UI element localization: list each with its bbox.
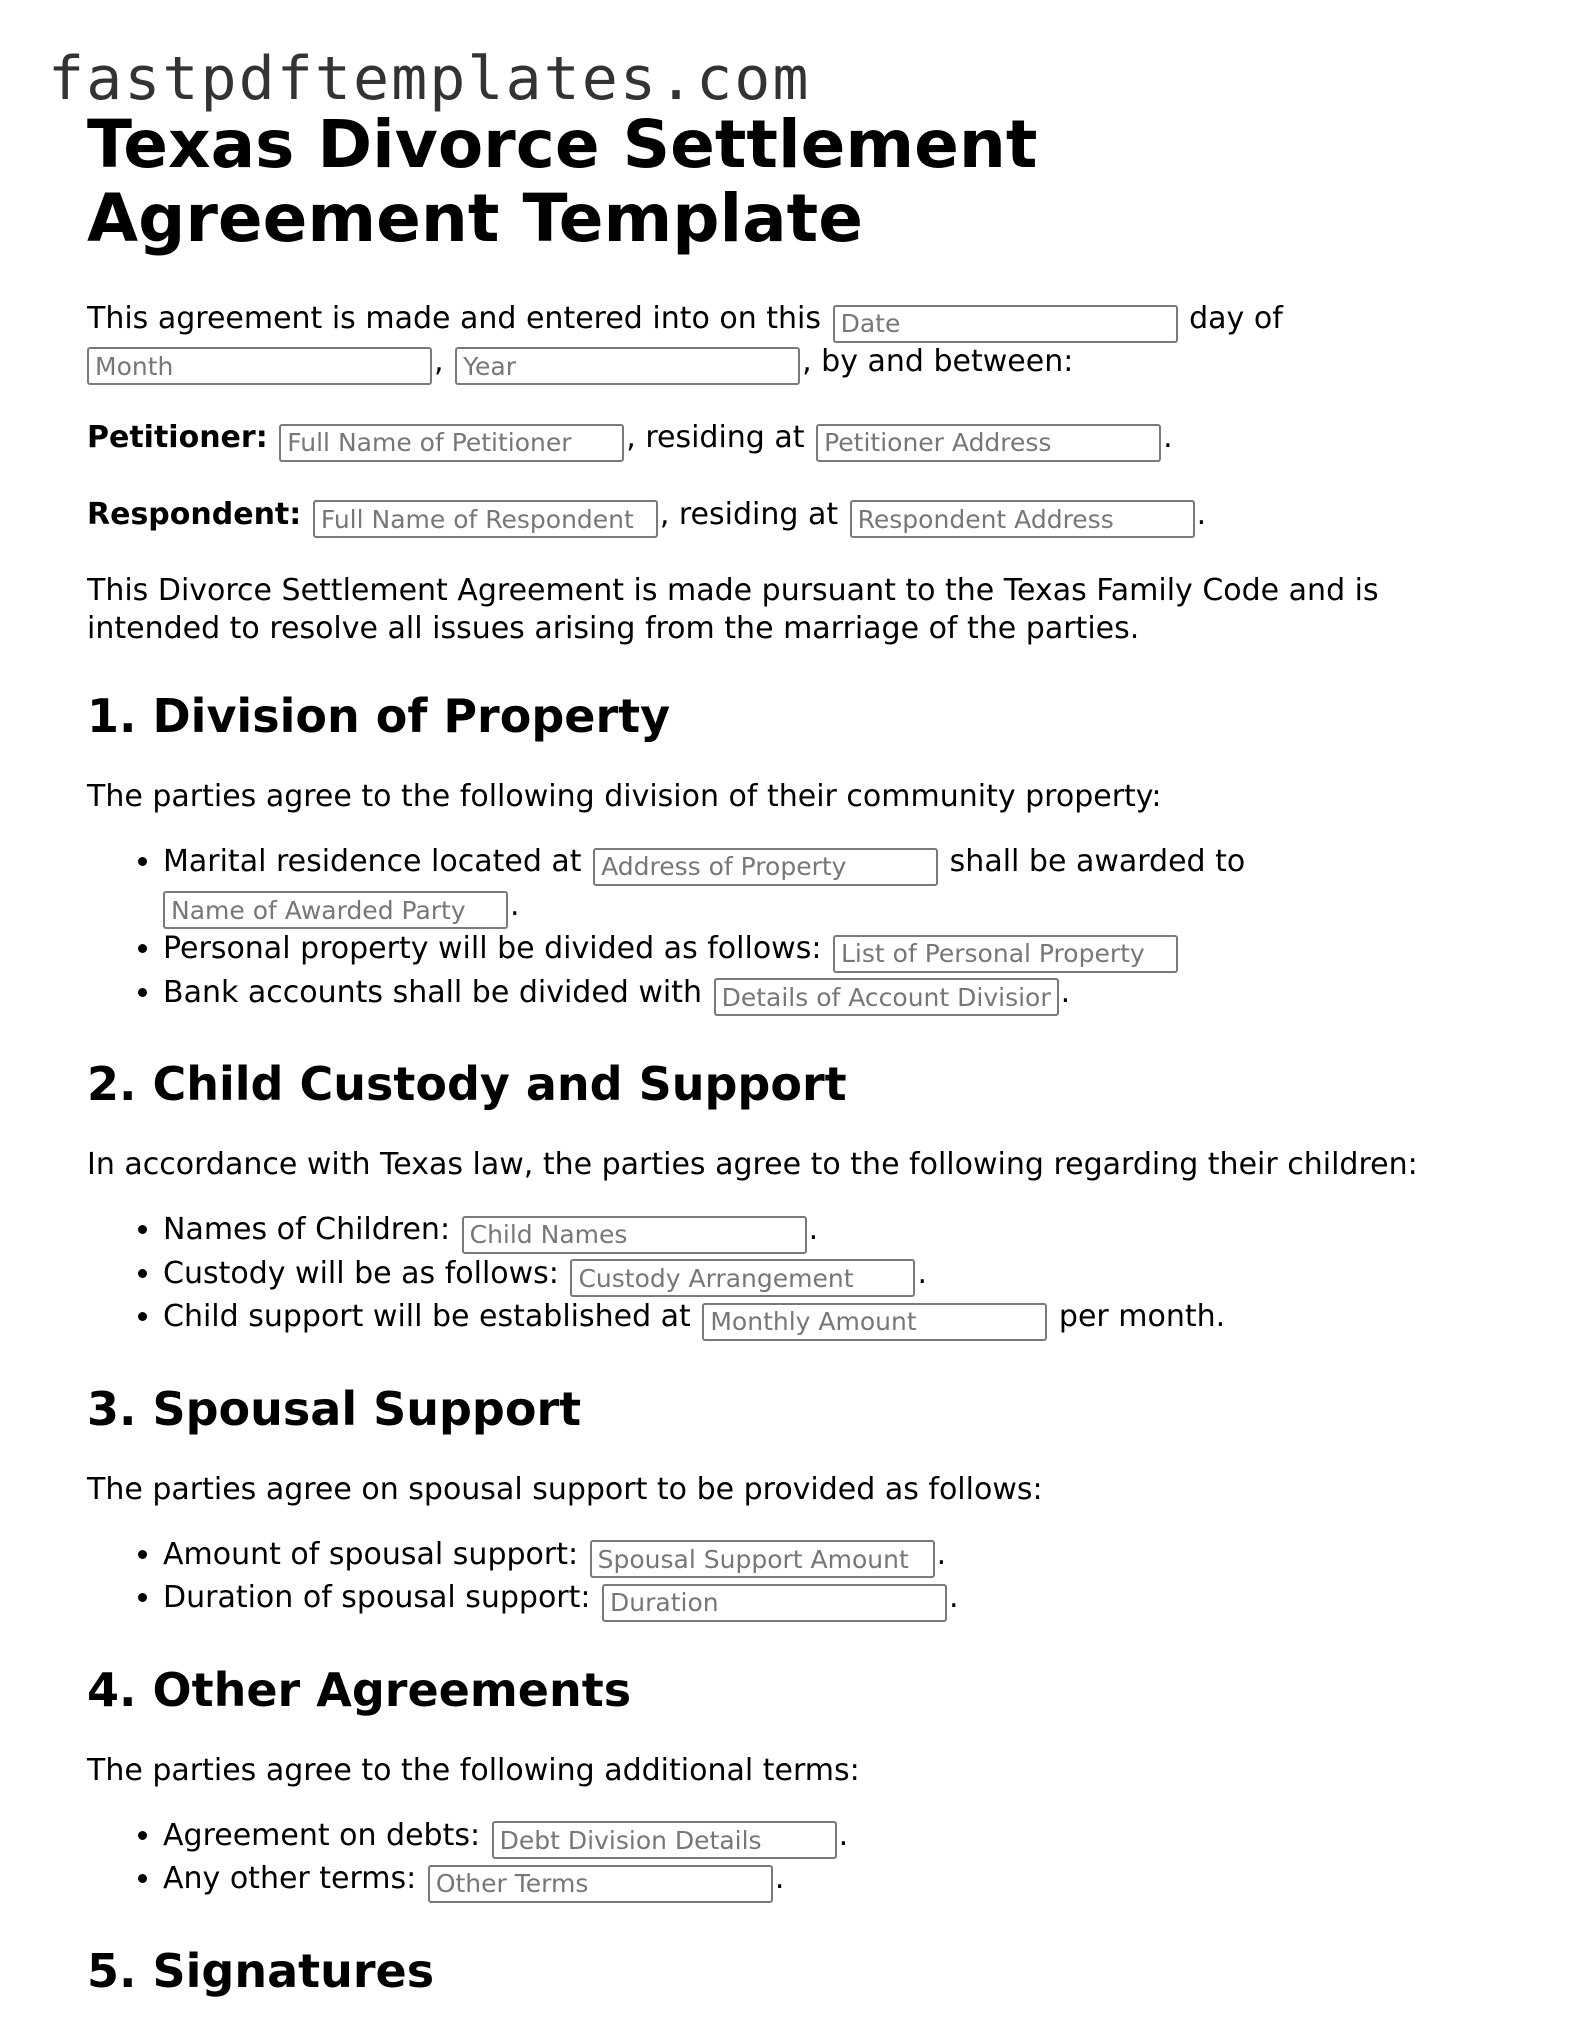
child-support-text: Child support will be established at bbox=[163, 1299, 691, 1334]
list-item-bank-accounts bbox=[163, 973, 1507, 1017]
list-item-children bbox=[163, 1210, 1507, 1254]
intro-comma: , bbox=[434, 343, 444, 379]
debt-division-field[interactable] bbox=[492, 1821, 837, 1859]
period: . bbox=[917, 1255, 928, 1291]
duration-field[interactable] bbox=[602, 1584, 947, 1622]
section-4-intro: The parties agree to the following additional terms: bbox=[87, 1752, 860, 1788]
list-item-residence bbox=[163, 842, 1507, 929]
other-terms-field[interactable] bbox=[428, 1865, 773, 1903]
residence-text: Marital residence located at bbox=[163, 844, 582, 879]
document-body bbox=[87, 108, 1507, 1999]
children-list bbox=[87, 1210, 1507, 1341]
custody-arrangement-field[interactable] bbox=[570, 1259, 915, 1297]
section-2-intro: In accordance with Texas law, the parties agree to the following regarding their children: bbox=[87, 1147, 1418, 1182]
page-title: Texas Divorce Settlement Agreement Template bbox=[87, 106, 1038, 257]
respondent-name-field[interactable] bbox=[313, 500, 658, 538]
personal-property-field[interactable] bbox=[833, 935, 1178, 973]
section-3-intro: The parties agree on spousal support to be provided as follows: bbox=[87, 1471, 1043, 1507]
petitioner-residing-text: , residing at bbox=[626, 420, 805, 455]
purpose-paragraph: This Divorce Settlement Agreement is made pursuant to the Texas Family Code and is intended to resolve all issues arising from the marriage of the parties. bbox=[87, 573, 1379, 646]
list-item-personal-property bbox=[163, 929, 1507, 973]
list-item-child-support bbox=[163, 1297, 1507, 1341]
personal-property-text: Personal property will be divided as follows: bbox=[163, 931, 822, 966]
period: . bbox=[936, 1536, 947, 1572]
list-item-other-terms bbox=[163, 1859, 1507, 1903]
section-4-heading: 4. Other Agreements bbox=[87, 1662, 632, 1717]
period: . bbox=[808, 1212, 819, 1247]
petitioner-label: Petitioner: bbox=[87, 420, 268, 455]
intro-text-3: , by and between: bbox=[802, 343, 1074, 379]
property-address-field[interactable] bbox=[593, 848, 938, 886]
respondent-line bbox=[87, 496, 1507, 539]
section-5-heading: 5. Signatures bbox=[87, 1943, 435, 1998]
list-item-custody bbox=[163, 1254, 1507, 1298]
other-terms-text: Any other terms: bbox=[163, 1861, 417, 1896]
period: . bbox=[774, 1861, 785, 1896]
date-field[interactable] bbox=[833, 305, 1178, 343]
awarded-party-field[interactable] bbox=[163, 891, 508, 929]
period: . bbox=[510, 887, 520, 923]
respondent-residing-text: , residing at bbox=[659, 496, 839, 532]
period: . bbox=[838, 1817, 849, 1853]
spousal-duration-text: Duration of spousal support: bbox=[163, 1580, 591, 1615]
year-field[interactable] bbox=[455, 347, 800, 385]
petitioner-end: . bbox=[1163, 420, 1173, 455]
respondent-address-field[interactable] bbox=[850, 500, 1195, 538]
monthly-amount-field[interactable] bbox=[702, 1303, 1047, 1341]
list-item-spousal-amount bbox=[163, 1535, 1507, 1579]
debts-text: Agreement on debts: bbox=[163, 1817, 481, 1853]
section-2-heading: 2. Child Custody and Support bbox=[87, 1057, 847, 1111]
account-division-field[interactable] bbox=[714, 978, 1059, 1016]
petitioner-name-field[interactable] bbox=[279, 424, 624, 462]
other-agreements-list bbox=[87, 1816, 1507, 1903]
list-item-spousal-duration bbox=[163, 1578, 1507, 1622]
period: . bbox=[949, 1580, 959, 1615]
per-month-text: per month. bbox=[1058, 1299, 1226, 1334]
spousal-support-list bbox=[87, 1535, 1507, 1622]
petitioner-line bbox=[87, 419, 1507, 462]
petitioner-address-field[interactable] bbox=[816, 424, 1161, 462]
section-3-heading: 3. Spousal Support bbox=[87, 1381, 582, 1436]
spousal-support-amount-field[interactable] bbox=[590, 1540, 935, 1578]
property-list bbox=[87, 842, 1507, 1016]
custody-text: Custody will be as follows: bbox=[163, 1255, 559, 1291]
section-1-intro: The parties agree to the following division of their community property: bbox=[87, 779, 1162, 814]
awarded-text: shall be awarded to bbox=[949, 844, 1246, 879]
watermark: fastpdftemplates.com bbox=[48, 44, 811, 114]
section-1-heading: 1. Division of Property bbox=[87, 689, 671, 743]
list-item-debts bbox=[163, 1816, 1507, 1860]
month-field[interactable] bbox=[87, 347, 432, 385]
intro-paragraph bbox=[87, 300, 1507, 385]
respondent-end: . bbox=[1196, 496, 1207, 532]
child-names-field[interactable] bbox=[462, 1216, 807, 1254]
intro-text-2: day of bbox=[1189, 301, 1283, 336]
spousal-amount-text: Amount of spousal support: bbox=[163, 1536, 579, 1572]
bank-accounts-text: Bank accounts shall be divided with bbox=[163, 974, 703, 1010]
period: . bbox=[1060, 974, 1071, 1010]
respondent-label: Respondent: bbox=[87, 496, 302, 532]
children-text: Names of Children: bbox=[163, 1212, 451, 1247]
intro-text-1: This agreement is made and entered into on this bbox=[87, 301, 822, 336]
